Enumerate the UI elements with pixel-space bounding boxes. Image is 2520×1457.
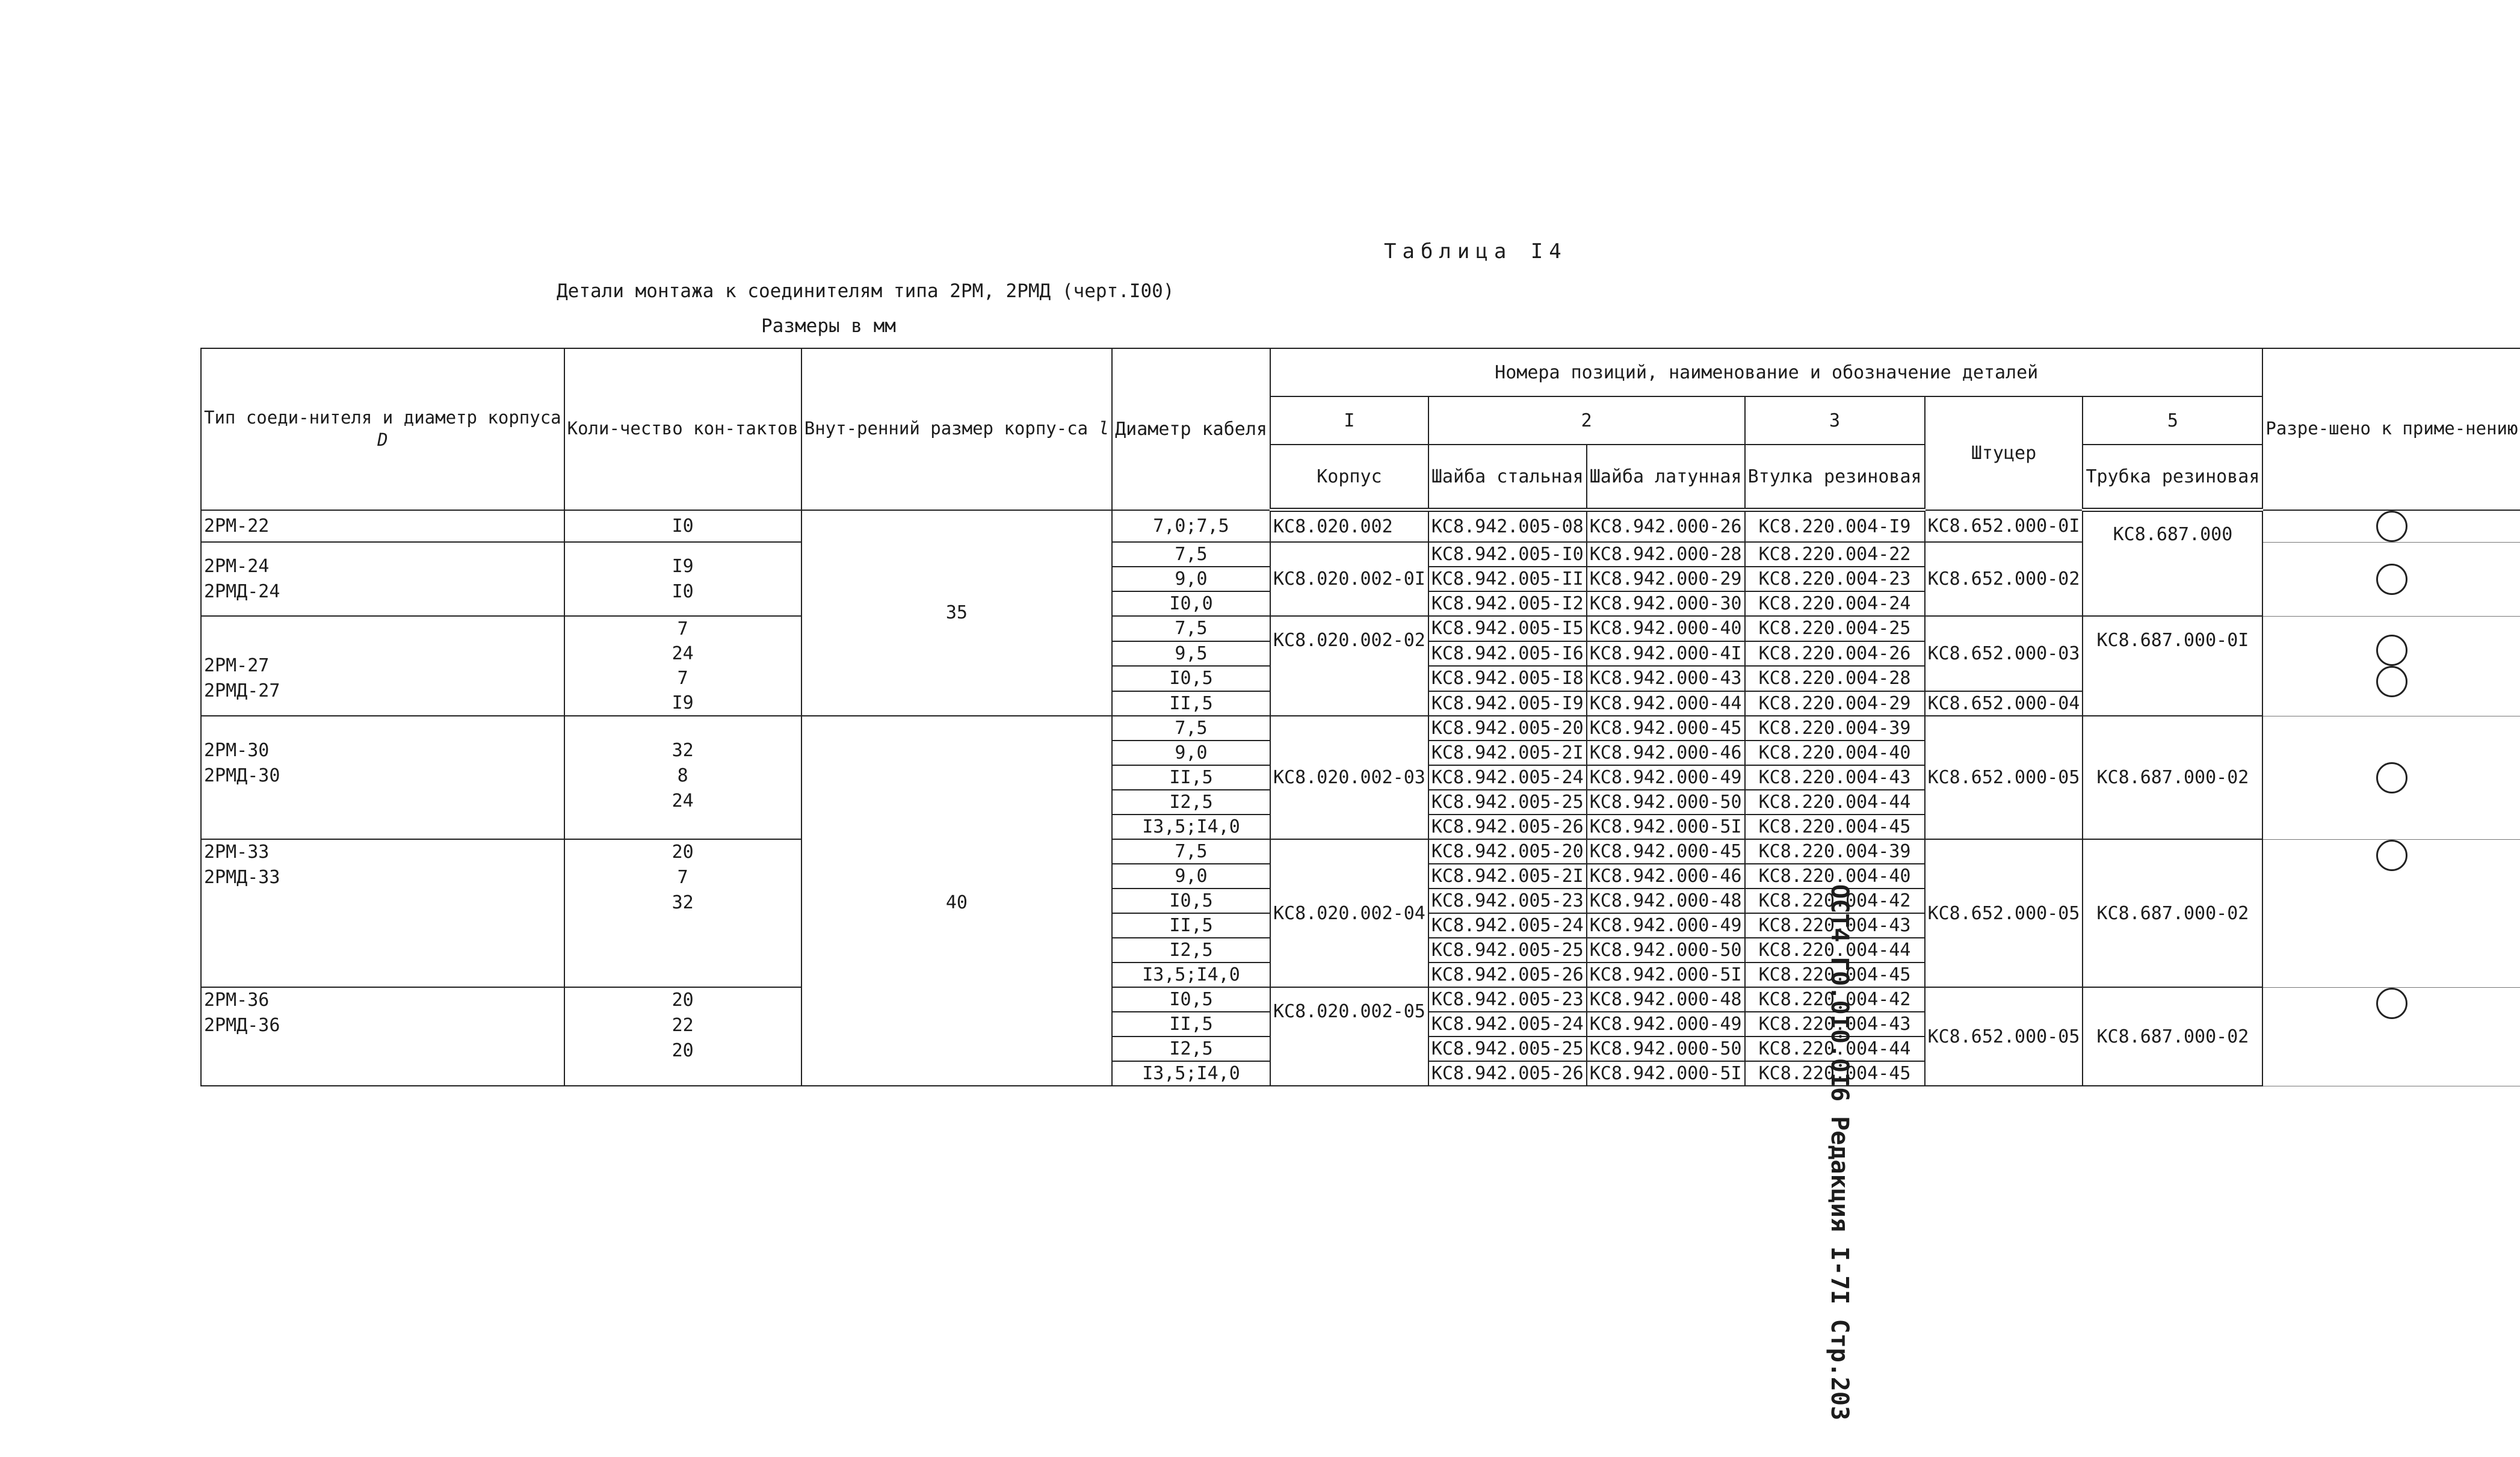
connector-type: 2РМ-24 2РМД-24	[201, 542, 564, 616]
washer-steel: КС8.942.005-I0	[1428, 542, 1587, 567]
permitted-circle-icon	[2376, 666, 2407, 697]
washer-steel: КС8.942.005-25	[1428, 1037, 1587, 1061]
sleeve: КС8.220.004-40	[1745, 741, 1925, 765]
permitted-mark	[2262, 616, 2520, 716]
sleeve: КС8.220.004-44	[1745, 790, 1925, 815]
header-contacts: Коли-чество кон-тактов	[564, 348, 801, 510]
cable-diameter: 7,0;7,5	[1112, 510, 1270, 543]
cable-diameter: I3,5;I4,0	[1112, 815, 1270, 839]
washer-steel: КС8.942.005-08	[1428, 510, 1587, 543]
cable-diameter: I0,0	[1112, 591, 1270, 616]
washer-brass: КС8.942.000-5I	[1587, 1061, 1745, 1086]
sleeve: КС8.220.004-22	[1745, 542, 1925, 567]
washer-brass: КС8.942.000-46	[1587, 864, 1745, 889]
tube: КС8.687.000-0I	[2083, 616, 2262, 716]
contacts-count: I9 I0	[564, 542, 801, 616]
washer-steel: КС8.942.005-2I	[1428, 741, 1587, 765]
sleeve: КС8.220.004-45	[1745, 1061, 1925, 1086]
washer-brass: КС8.942.000-50	[1587, 790, 1745, 815]
contacts-count: 7 24 7 I9	[564, 616, 801, 716]
washer-brass: КС8.942.000-48	[1587, 987, 1745, 1012]
washer-steel: КС8.942.005-I5	[1428, 616, 1587, 641]
permitted-circle-icon	[2376, 511, 2407, 542]
washer-steel: КС8.942.005-20	[1428, 716, 1587, 741]
inner-size: 35	[801, 510, 1112, 716]
washer-brass: КС8.942.000-29	[1587, 567, 1745, 591]
fitting: КС8.652.000-02	[1925, 542, 2083, 616]
contacts-count: 32 8 24	[564, 716, 801, 839]
washer-brass: КС8.942.000-49	[1587, 913, 1745, 938]
sleeve: КС8.220.004-I9	[1745, 510, 1925, 543]
table-row	[201, 839, 2520, 864]
cable-diameter: I0,5	[1112, 666, 1270, 691]
connector-type: 2РМ-36 2РМД-36	[201, 987, 564, 1086]
table-row	[201, 616, 2520, 641]
cable-diameter: 9,5	[1112, 641, 1270, 667]
header-fitting: Штуцер	[1925, 396, 2083, 510]
sleeve: КС8.220.004-25	[1745, 616, 1925, 641]
units-label: Размеры в мм	[761, 315, 896, 337]
connector-type: 2РМ-22	[201, 510, 564, 543]
permitted-mark	[2262, 542, 2520, 616]
washer-steel: КС8.942.005-24	[1428, 1012, 1587, 1037]
header-pos-5: 5	[2083, 396, 2262, 445]
washer-brass: КС8.942.000-49	[1587, 765, 1745, 790]
cable-diameter: 9,0	[1112, 567, 1270, 591]
washer-brass: КС8.942.000-49	[1587, 1012, 1745, 1037]
permitted-circle-icon	[2376, 840, 2407, 871]
washer-brass: КС8.942.000-30	[1587, 591, 1745, 616]
inner-size: 40	[801, 716, 1112, 1086]
sleeve: КС8.220.004-39	[1745, 716, 1925, 741]
header-pos-2: 2	[1428, 396, 1745, 445]
sleeve: КС8.220.004-45	[1745, 963, 1925, 987]
washer-steel: КС8.942.005-I6	[1428, 641, 1587, 667]
washer-steel: КС8.942.005-26	[1428, 815, 1587, 839]
washer-brass: КС8.942.000-40	[1587, 616, 1745, 641]
sleeve: КС8.220.004-28	[1745, 666, 1925, 691]
length-symbol: l	[1098, 418, 1110, 439]
washer-brass: КС8.942.000-26	[1587, 510, 1745, 543]
cable-diameter: I0,5	[1112, 987, 1270, 1012]
permitted-circle-icon	[2376, 988, 2407, 1019]
permitted-mark	[2262, 839, 2520, 987]
body-part: КС8.020.002-0I	[1270, 542, 1428, 616]
header-washer-steel: Шайба стальная	[1428, 445, 1587, 510]
cable-diameter: I2,5	[1112, 938, 1270, 963]
sleeve: КС8.220.004-23	[1745, 567, 1925, 591]
fitting: КС8.652.000-03	[1925, 616, 2083, 691]
contacts-count: I0	[564, 510, 801, 543]
table-row	[201, 987, 2520, 1012]
sleeve: КС8.220.004-26	[1745, 641, 1925, 667]
washer-steel: КС8.942.005-23	[1428, 987, 1587, 1012]
tube: КС8.687.000-02	[2083, 987, 2262, 1086]
sleeve: КС8.220.004-45	[1745, 815, 1925, 839]
header-inner-size: Внут-ренний размер корпу-са l	[801, 348, 1112, 510]
fitting: КС8.652.000-05	[1925, 839, 2083, 987]
cable-diameter: 9,0	[1112, 741, 1270, 765]
washer-brass: КС8.942.000-43	[1587, 666, 1745, 691]
header-connector-type: Тип соеди-нителя и диаметр корпуса D	[201, 348, 564, 510]
permitted-mark	[2262, 716, 2520, 839]
header-pos-3: 3	[1745, 396, 1925, 445]
cable-diameter: II,5	[1112, 691, 1270, 716]
cable-diameter: 9,0	[1112, 864, 1270, 889]
washer-steel: КС8.942.005-I2	[1428, 591, 1587, 616]
cable-diameter: I3,5;I4,0	[1112, 963, 1270, 987]
cable-diameter: I2,5	[1112, 790, 1270, 815]
sleeve: КС8.220.004-43	[1745, 1012, 1925, 1037]
permitted-circle-icon	[2376, 635, 2407, 666]
washer-brass: КС8.942.000-44	[1587, 691, 1745, 716]
document-code-vertical: ОСТ4 ГО.0I0.0I6 Редакция I-7I Стр.203	[1826, 884, 1853, 1421]
cable-diameter: II,5	[1112, 1012, 1270, 1037]
fitting: КС8.652.000-0I	[1925, 510, 2083, 543]
diameter-symbol: D	[377, 430, 388, 451]
washer-steel: КС8.942.005-II	[1428, 567, 1587, 591]
table-number-label: Таблица I4	[1384, 239, 1567, 263]
cable-diameter: 7,5	[1112, 839, 1270, 864]
sleeve: КС8.220.004-29	[1745, 691, 1925, 716]
header-cable-diameter: Диаметр кабеля	[1112, 348, 1270, 510]
connector-type: 2РМ-33 2РМД-33	[201, 839, 564, 987]
washer-brass: КС8.942.000-48	[1587, 889, 1745, 913]
table-row	[201, 510, 2520, 543]
cable-diameter: I2,5	[1112, 1037, 1270, 1061]
washer-brass: КС8.942.000-45	[1587, 839, 1745, 864]
cable-diameter: 7,5	[1112, 542, 1270, 567]
header-body: Корпус	[1270, 445, 1428, 510]
washer-brass: КС8.942.000-28	[1587, 542, 1745, 567]
cable-diameter: II,5	[1112, 913, 1270, 938]
sleeve: КС8.220.004-43	[1745, 765, 1925, 790]
header-positions-group: Номера позиций, наименование и обозначение деталей	[1270, 348, 2262, 396]
header-tube: Трубка резиновая	[2083, 445, 2262, 510]
sleeve: КС8.220.004-39	[1745, 839, 1925, 864]
sleeve: КС8.220.004-44	[1745, 1037, 1925, 1061]
connector-type: 2РМ-30 2РМД-30	[201, 716, 564, 839]
tube: КС8.687.000-02	[2083, 839, 2262, 987]
washer-steel: КС8.942.005-26	[1428, 963, 1587, 987]
cable-diameter: 7,5	[1112, 616, 1270, 641]
washer-steel: КС8.942.005-I8	[1428, 666, 1587, 691]
body-part: КС8.020.002	[1270, 510, 1428, 543]
sleeve: КС8.220.004-42	[1745, 889, 1925, 913]
washer-steel: КС8.942.005-24	[1428, 913, 1587, 938]
washer-steel: КС8.942.005-2I	[1428, 864, 1587, 889]
washer-steel: КС8.942.005-20	[1428, 839, 1587, 864]
cable-diameter: 7,5	[1112, 716, 1270, 741]
cable-diameter: II,5	[1112, 765, 1270, 790]
fitting: КС8.652.000-05	[1925, 716, 2083, 839]
washer-brass: КС8.942.000-46	[1587, 741, 1745, 765]
header-permitted: Разре-шено к приме-нению	[2262, 348, 2520, 510]
washer-steel: КС8.942.005-25	[1428, 938, 1587, 963]
washer-brass: КС8.942.000-50	[1587, 1037, 1745, 1061]
washer-brass: КС8.942.000-4I	[1587, 641, 1745, 667]
washer-brass: КС8.942.000-5I	[1587, 963, 1745, 987]
cable-diameter: I3,5;I4,0	[1112, 1061, 1270, 1086]
body-part: КС8.020.002-04	[1270, 839, 1428, 987]
sleeve: КС8.220.004-43	[1745, 913, 1925, 938]
washer-steel: КС8.942.005-23	[1428, 889, 1587, 913]
washer-steel: КС8.942.005-25	[1428, 790, 1587, 815]
header-sleeve: Втулка резиновая	[1745, 445, 1925, 510]
fitting: КС8.652.000-05	[1925, 987, 2083, 1086]
washer-brass: КС8.942.000-5I	[1587, 815, 1745, 839]
washer-steel: КС8.942.005-24	[1428, 765, 1587, 790]
washer-brass: КС8.942.000-45	[1587, 716, 1745, 741]
sleeve: КС8.220.004-42	[1745, 987, 1925, 1012]
sleeve: КС8.220.004-44	[1745, 938, 1925, 963]
connector-parts-table	[200, 348, 2520, 1086]
permitted-mark	[2262, 987, 2520, 1086]
header-pos-1: I	[1270, 396, 1428, 445]
tube: КС8.687.000-02	[2083, 716, 2262, 839]
cable-diameter: I0,5	[1112, 889, 1270, 913]
contacts-count: 20 7 32	[564, 839, 801, 987]
body-part: КС8.020.002-02	[1270, 616, 1428, 716]
table-row	[201, 716, 2520, 741]
sleeve: КС8.220.004-24	[1745, 591, 1925, 616]
washer-steel: КС8.942.005-I9	[1428, 691, 1587, 716]
tube: КС8.687.000	[2083, 510, 2262, 617]
fitting: КС8.652.000-04	[1925, 691, 2083, 716]
permitted-circle-icon	[2376, 762, 2407, 793]
washer-steel: КС8.942.005-26	[1428, 1061, 1587, 1086]
body-part: КС8.020.002-03	[1270, 716, 1428, 839]
table-caption: Детали монтажа к соединителям типа 2РМ, 2РМД (черт.I00)	[557, 280, 1175, 302]
permitted-mark	[2262, 510, 2520, 543]
contacts-count: 20 22 20	[564, 987, 801, 1086]
body-part: КС8.020.002-05	[1270, 987, 1428, 1086]
connector-type: 2РМ-27 2РМД-27	[201, 616, 564, 716]
washer-brass: КС8.942.000-50	[1587, 938, 1745, 963]
permitted-circle-icon	[2376, 564, 2407, 595]
header-washer-brass: Шайба латунная	[1587, 445, 1745, 510]
sleeve: КС8.220.004-40	[1745, 864, 1925, 889]
